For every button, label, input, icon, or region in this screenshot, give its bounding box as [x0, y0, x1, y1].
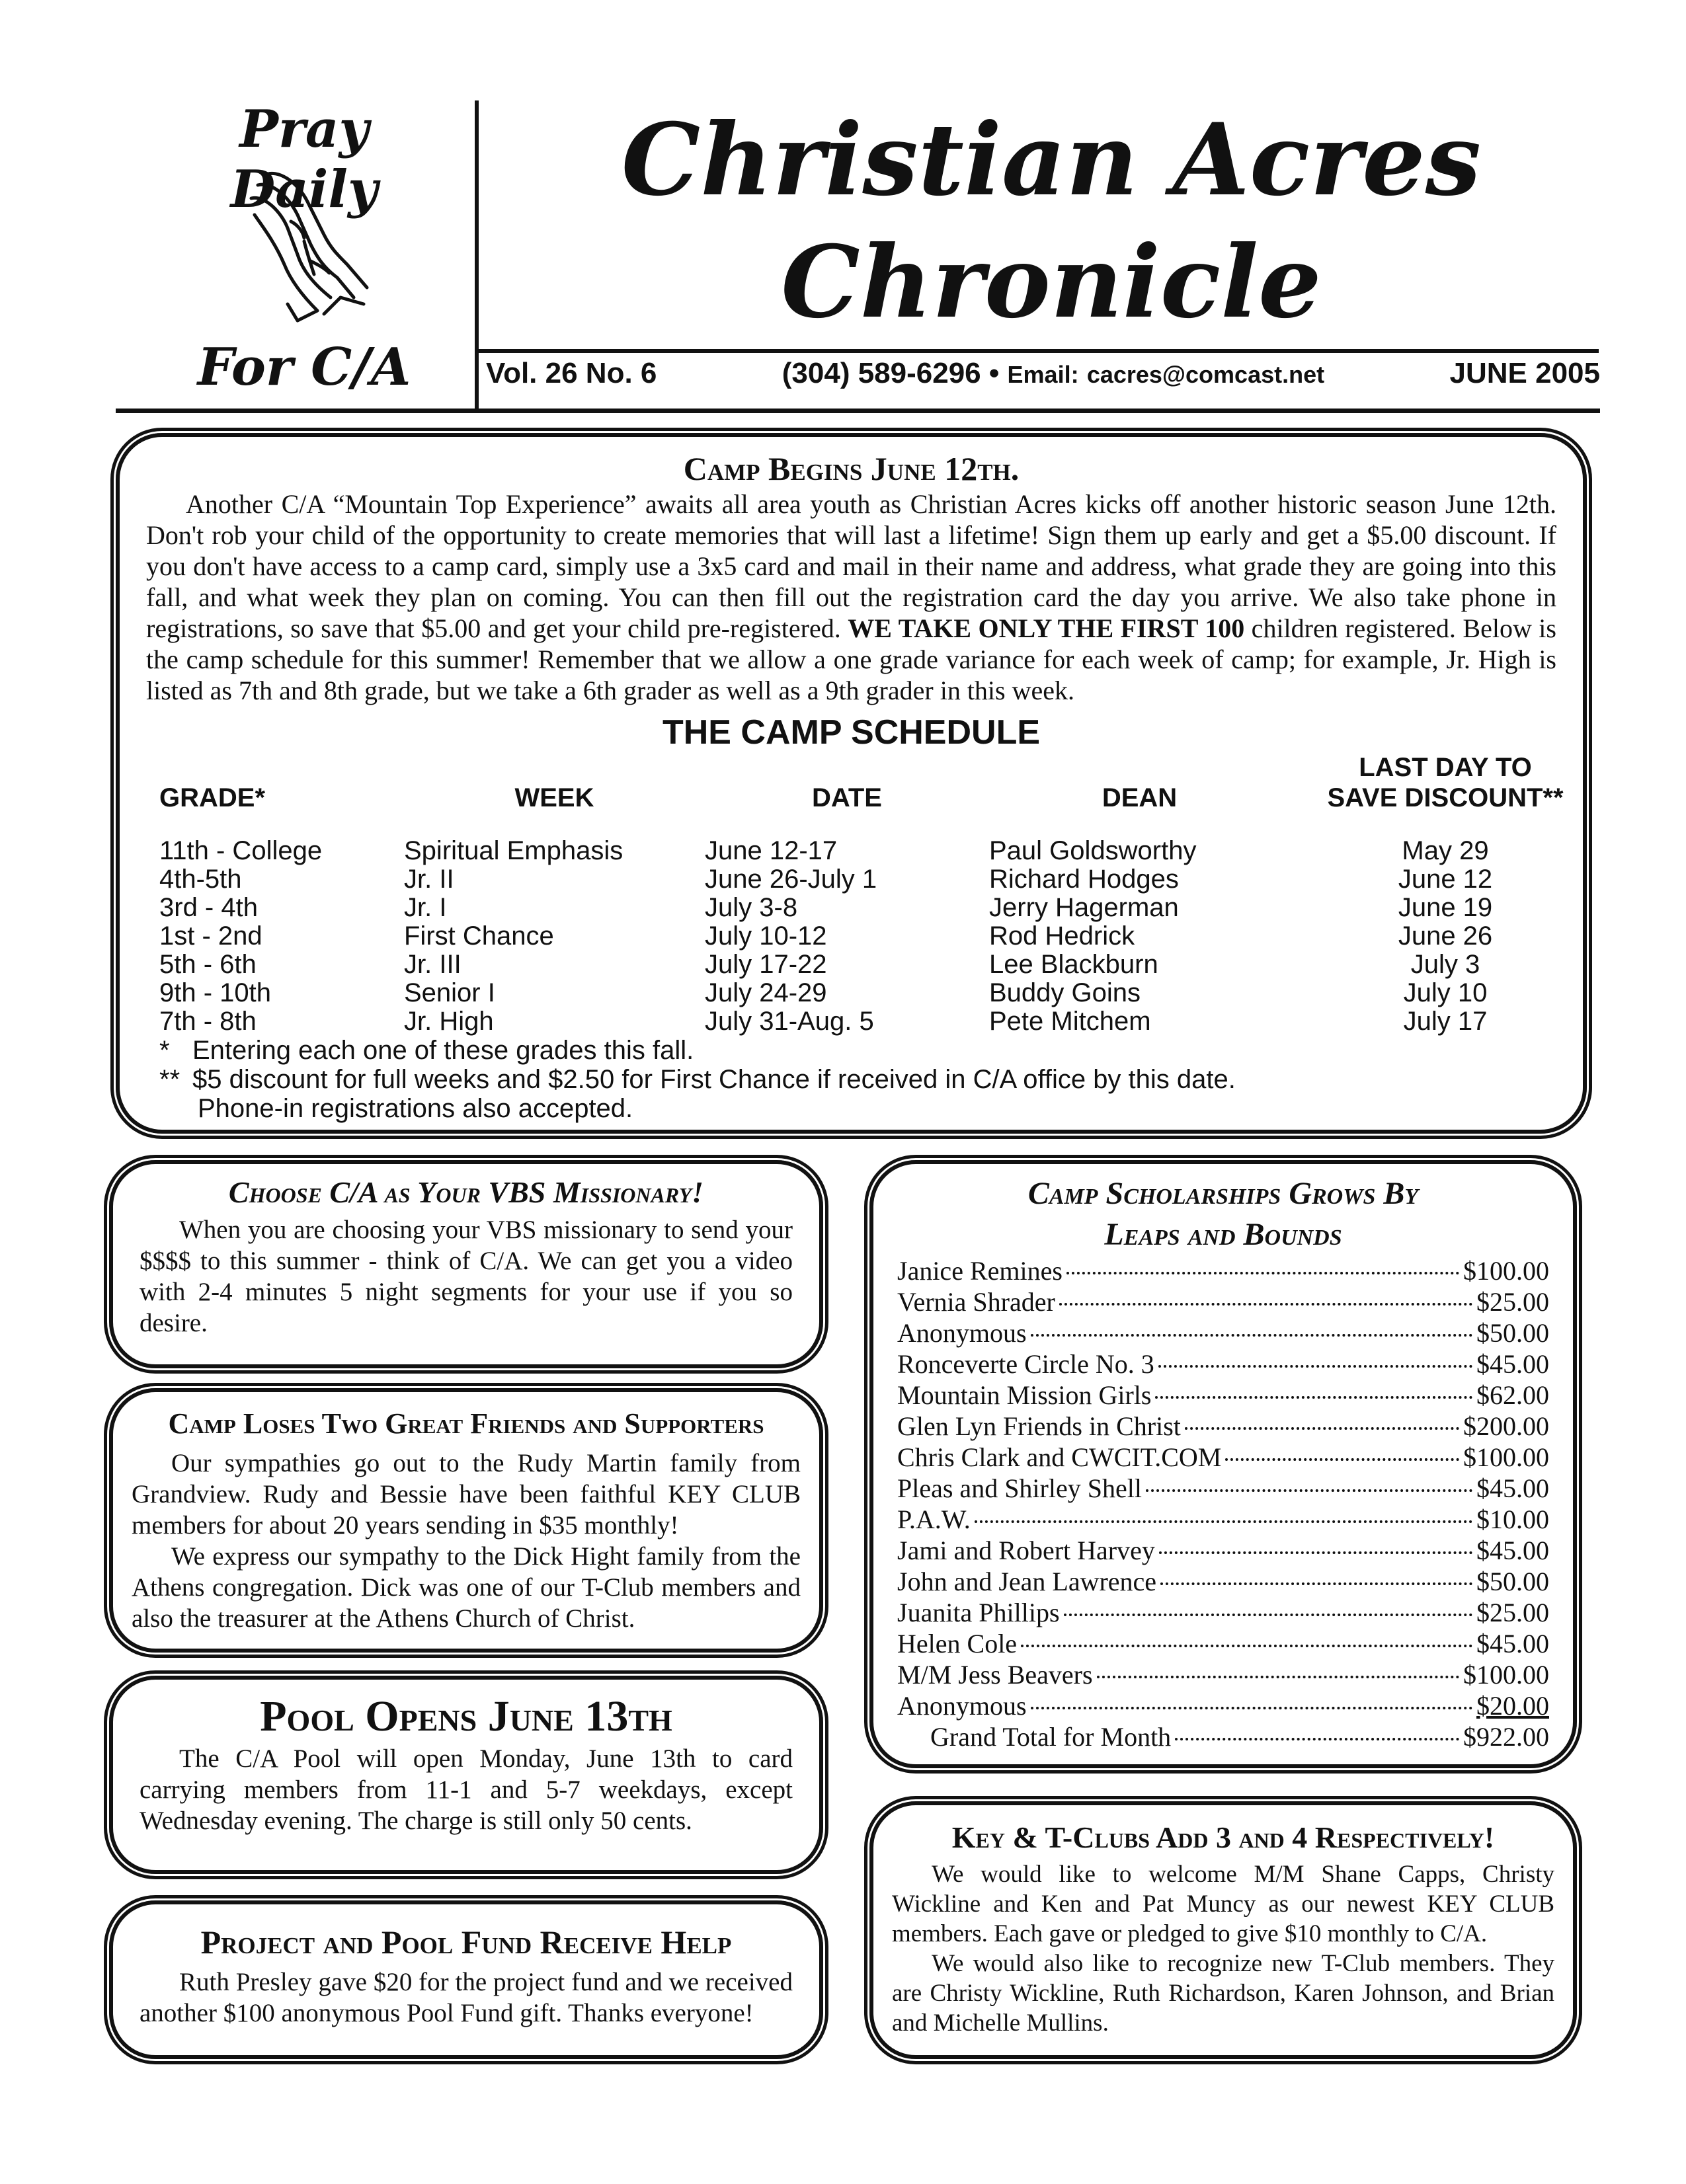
key-t-clubs-box: [869, 1801, 1577, 2059]
phone-number: (304) 589-6296: [782, 357, 981, 389]
email-label: Email:: [1007, 361, 1079, 388]
cell-last: June 19: [1398, 893, 1493, 922]
cell-last: July 3: [1410, 950, 1480, 979]
camp-schedule-table: [159, 752, 1601, 1036]
list-item: Anonymous $20.00: [897, 1691, 1549, 1721]
contact-info: [782, 357, 1324, 390]
header-grade: GRADE*: [159, 783, 266, 812]
vbs-missionary-box: [109, 1160, 823, 1368]
cell-date: July 17-22: [705, 950, 827, 979]
cell-dean: Jerry Hagerman: [989, 893, 1179, 922]
pool-opens-box: [109, 1676, 823, 1874]
cell-date: June 26-July 1: [705, 865, 877, 894]
header-last-day: LAST DAY TO SAVE DISCOUNT**: [1327, 753, 1564, 812]
cell-dean: Buddy Goins: [989, 978, 1141, 1007]
list-item: Pleas and Shirley Shell $45.00: [897, 1473, 1549, 1503]
cell-dean: Lee Blackburn: [989, 950, 1158, 979]
list-item: Chris Clark and CWCIT.COM $100.00: [897, 1442, 1549, 1472]
newsletter-title: [502, 99, 1600, 344]
title-line-1: Christian Acres: [621, 102, 1482, 218]
cell-last: June 26: [1398, 921, 1493, 951]
cell-grade: 7th - 8th: [159, 1007, 257, 1036]
cell-week: Senior I: [404, 978, 495, 1007]
cell-week: First Chance: [404, 921, 554, 951]
cell-dean: Paul Goldsworthy: [989, 836, 1197, 865]
list-item: Anonymous $50.00: [897, 1318, 1549, 1348]
list-item: John and Jean Lawrence $50.00: [897, 1567, 1549, 1596]
list-item: Vernia Shrader $25.00: [897, 1287, 1549, 1317]
cell-date: July 24-29: [705, 978, 827, 1007]
pool-body: The C/A Pool will open Monday, June 13th to card carrying members from 11-1 and 5-7 weekdays, except Wednesday evening. The charge is still only 50 cents.: [140, 1744, 793, 1835]
praying-hands-icon: [225, 155, 390, 327]
header-date: DATE: [812, 783, 882, 812]
cell-grade: 1st - 2nd: [159, 921, 262, 951]
volume-number: Vol. 26 No. 6: [486, 357, 657, 389]
cell-last: July 17: [1403, 1007, 1488, 1036]
project-fund-box: [109, 1900, 823, 2059]
schedule-header-row: [159, 752, 1601, 833]
great-friends-box: [109, 1388, 823, 1653]
vbs-body: When you are choosing your VBS missionary to send your $$$$ to this summer - think of C/A. We can get you a video with 2-4 minutes 5 night segments for your use if you so desire.: [140, 1216, 793, 1337]
note-discount: ** $5 discount for full weeks and $2.50 for First Chance if received in C/A office by this date.: [159, 1065, 1236, 1094]
cell-last: July 10: [1403, 978, 1488, 1007]
project-body: Ruth Presley gave $20 for the project fund and we received another $100 anonymous Pool Fund gift. Thanks everyone!: [140, 1968, 793, 2027]
camp-body-part2: children registered. Below is the camp schedule for this summer! Remember that we allow a one grade variance for each week of camp; for example, Jr. High is listed as 7th and 8th grade, but we take a 6th grader as well as a 9th grader in this week.: [146, 613, 1556, 705]
table-row: [159, 979, 1601, 1007]
header-week: WEEK: [514, 783, 594, 812]
cell-date: July 31-Aug. 5: [705, 1007, 874, 1036]
scholarship-list: [897, 1255, 1549, 1721]
cell-date: July 3-8: [705, 893, 798, 922]
cell-dean: Rod Hedrick: [989, 921, 1135, 951]
masthead-info-bar: [486, 357, 1600, 390]
clubs-title: Key & T-Clubs Add 3 and 4 Respectively!: [951, 1820, 1495, 1854]
list-item: P.A.W. $10.00: [897, 1504, 1549, 1534]
email-address[interactable]: cacres@comcast.net: [1086, 361, 1325, 388]
project-title: Project and Pool Fund Receive Help: [200, 1924, 732, 1961]
friends-paragraph-1: Our sympathies go out to the Rudy Martin family from Grandview. Rudy and Bessie have been faithful KEY CLUB members for about 20 years sending in $35 monthly!: [132, 1449, 801, 1540]
vbs-title: Choose C/A as Your VBS Missionary!: [228, 1175, 704, 1209]
cell-date: June 12-17: [705, 836, 838, 865]
schedule-notes: [159, 1036, 1571, 1123]
masthead-info-rule: [475, 349, 1599, 353]
cell-grade: 11th - College: [159, 836, 323, 865]
title-line-2: Chronicle: [781, 224, 1322, 340]
masthead-vertical-rule: [475, 100, 479, 410]
friends-title: Camp Loses Two Great Friends and Supporters: [168, 1407, 764, 1440]
header-dean: DEAN: [1102, 783, 1178, 812]
cell-date: July 10-12: [705, 921, 827, 951]
logo-top-text: Pray Daily: [230, 99, 378, 219]
cell-grade: 9th - 10th: [159, 978, 272, 1007]
scholarship-grand-total: Grand Total for Month $922.00: [930, 1722, 1549, 1752]
table-row: [159, 865, 1601, 894]
cell-week: Jr. II: [404, 865, 454, 894]
friends-paragraph-2: We express our sympathy to the Dick Hight family from the Athens congregation. Dick was one of our T-Club members and also the treasurer at the Athens Church of Christ.: [132, 1542, 801, 1633]
pool-title: Pool Opens June 13th: [260, 1692, 672, 1740]
camp-begins-box: [116, 433, 1587, 1134]
scholarships-box: [869, 1160, 1577, 1768]
note-grade: * Entering each one of these grades this fall.: [159, 1036, 694, 1065]
cell-week: Jr. III: [404, 950, 462, 979]
masthead-bottom-rule: [116, 409, 1600, 413]
camp-body-bold: WE TAKE ONLY THE FIRST 100: [848, 613, 1245, 643]
camp-begins-title: Camp Begins June 12th.: [683, 450, 1020, 487]
cell-dean: Richard Hodges: [989, 865, 1179, 894]
cell-grade: 4th-5th: [159, 865, 242, 894]
cell-grade: 3rd - 4th: [159, 893, 258, 922]
cell-last: June 12: [1398, 865, 1493, 894]
cell-dean: Pete Mitchem: [989, 1007, 1151, 1036]
cell-grade: 5th - 6th: [159, 950, 257, 979]
table-row: [159, 894, 1601, 922]
camp-schedule-title: THE CAMP SCHEDULE: [662, 713, 1041, 752]
table-row: [159, 951, 1601, 979]
cell-week: Jr. High: [404, 1007, 494, 1036]
note-phone-in: Phone-in registrations also accepted.: [198, 1094, 633, 1123]
bullet-separator: •: [988, 357, 1008, 389]
table-row: [159, 1007, 1601, 1036]
list-item: Ronceverte Circle No. 3 $45.00: [897, 1349, 1549, 1379]
issue-date: JUNE 2005: [1449, 357, 1600, 389]
list-item: M/M Jess Beavers $100.00: [897, 1660, 1549, 1690]
scholarships-title: Camp Scholarships Grows By Leaps and Bounds: [1027, 1176, 1419, 1252]
list-item: Mountain Mission Girls $62.00: [897, 1380, 1549, 1410]
clubs-paragraph-1: We would like to welcome M/M Shane Capps, Christy Wickline and Ken and Pat Muncy as our newest KEY CLUB members. Each gave or pledged to give $10 monthly to C/A.: [892, 1861, 1554, 1947]
camp-body-part1: Another C/A “Mountain Top Experience” awaits all area youth as Christian Acres kicks off another historic season June 12th. Don't rob your child of the opportunity to create memories that will last a lifetime! Sign them up early and get a $5.00 discount. If you don't have access to a camp card, simply use a 3x5 card and mail in their name and address, what grade they are going into this fall, and what week they plan on coming. You can then fill out the registration card the day you arrive. We also take phone in registrations, so save that $5.00 and get your child pre-registered.: [146, 489, 1556, 643]
list-item: Helen Cole $45.00: [897, 1629, 1549, 1658]
list-item: Janice Remines $100.00: [897, 1256, 1549, 1286]
clubs-paragraph-2: We would also like to recognize new T-Club members. They are Christy Wickline, Ruth Richardson, Karen Johnson, and Brian and Michelle Mullins.: [892, 1950, 1554, 2037]
camp-begins-body: [146, 488, 1556, 706]
cell-week: Jr. I: [404, 893, 447, 922]
pray-daily-logo: [132, 99, 463, 410]
table-row: [159, 922, 1601, 951]
list-item: Juanita Phillips $25.00: [897, 1598, 1549, 1627]
cell-last: May 29: [1402, 836, 1489, 865]
table-row: [159, 833, 1601, 865]
logo-bottom-text: For C/A: [197, 337, 411, 397]
list-item: Glen Lyn Friends in Christ $200.00: [897, 1411, 1549, 1441]
cell-week: Spiritual Emphasis: [404, 836, 623, 865]
list-item: Jami and Robert Harvey $45.00: [897, 1536, 1549, 1565]
